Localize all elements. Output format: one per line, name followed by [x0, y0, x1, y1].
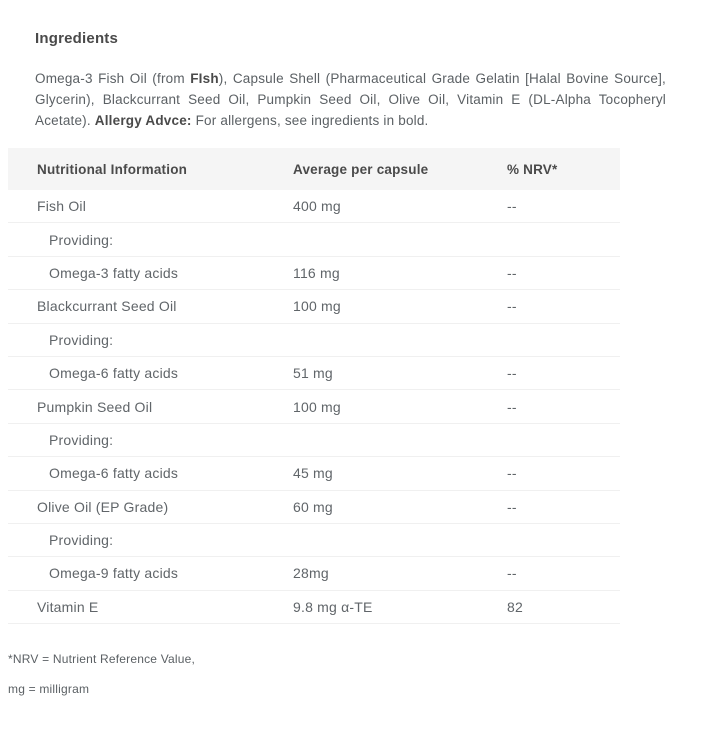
- paragraph-segment: Omega-3 Fish Oil (from: [35, 71, 191, 86]
- cell-nutrient-name: Vitamin E: [37, 598, 99, 615]
- cell-amount: 100 mg: [293, 398, 341, 415]
- table-row: [8, 491, 620, 524]
- cell-nutrient-name: Providing:: [49, 231, 114, 248]
- cell-nrv: --: [507, 298, 517, 315]
- footnote-mg: mg = milligram: [8, 682, 90, 697]
- table-row: [8, 557, 620, 590]
- cell-nrv: --: [507, 398, 517, 415]
- cell-nutrient-name: Providing:: [49, 532, 114, 549]
- cell-nutrient-name: Blackcurrant Seed Oil: [37, 298, 177, 315]
- cell-nutrient-name: Omega-9 fatty acids: [49, 565, 179, 582]
- cell-amount: 100 mg: [293, 298, 341, 315]
- table-row: [8, 524, 620, 557]
- cell-nutrient-name: Providing:: [49, 431, 114, 448]
- table-row: [8, 390, 620, 423]
- ingredients-description: [35, 68, 666, 131]
- cell-nrv: --: [507, 365, 517, 382]
- cell-nutrient-name: Omega-6 fatty acids: [49, 465, 179, 482]
- cell-nutrient-name: Omega-6 fatty acids: [49, 365, 179, 382]
- paragraph-bold-segment: FIsh: [190, 71, 219, 86]
- table-row: [8, 324, 620, 357]
- nutrition-table-body: [8, 190, 620, 624]
- cell-nutrient-name: Providing:: [49, 331, 114, 348]
- table-row: [8, 223, 620, 256]
- cell-nrv: --: [507, 264, 517, 281]
- cell-nrv: --: [507, 465, 517, 482]
- cell-amount: 116 mg: [293, 264, 340, 281]
- cell-nrv: --: [507, 498, 517, 515]
- cell-amount: 60 mg: [293, 498, 333, 515]
- footnotes: [8, 652, 707, 696]
- table-row: [8, 257, 620, 290]
- cell-nutrient-name: Omega-3 fatty acids: [49, 264, 179, 281]
- nutrition-table: [8, 148, 620, 624]
- paragraph-bold-segment: Allergy Advce:: [94, 113, 192, 128]
- cell-amount: 45 mg: [293, 465, 333, 482]
- cell-amount: 51 mg: [293, 365, 333, 382]
- cell-amount: 400 mg: [293, 198, 341, 215]
- cell-amount: 28mg: [293, 565, 329, 582]
- table-row: [8, 424, 620, 457]
- ingredients-heading: Ingredients: [35, 30, 119, 47]
- column-header-nutritional-information: Nutritional Information: [37, 161, 188, 177]
- table-row: [8, 357, 620, 390]
- footnote-nrv: *NRV = Nutrient Reference Value,: [8, 652, 196, 667]
- cell-nrv: 82: [507, 598, 523, 615]
- column-header-percent-nrv: % NRV*: [507, 161, 558, 177]
- paragraph-segment: For allergens, see ingredients in bold.: [191, 113, 429, 128]
- table-row: [8, 457, 620, 490]
- paragraph-segment: ), Capsule Shell (Pharmaceutical Grade Gelatin [Halal Bovine Source], Glycerin), Blackcurrant Seed Oil, Pumpkin Seed Oil, Olive Oil, Vitamin E (DL-Alpha Tocopheryl Acetate).: [35, 71, 666, 128]
- cell-nutrient-name: Fish Oil: [37, 198, 87, 215]
- cell-nrv: --: [507, 198, 517, 215]
- table-row: [8, 290, 620, 323]
- table-row: [8, 591, 620, 624]
- cell-nutrient-name: Pumpkin Seed Oil: [37, 398, 153, 415]
- cell-nutrient-name: Olive Oil (EP Grade): [37, 498, 169, 515]
- cell-amount: 9.8 mg α-TE: [293, 598, 373, 615]
- column-header-average-per-capsule: Average per capsule: [293, 161, 429, 177]
- table-row: [8, 190, 620, 223]
- nutrition-table-header: [8, 148, 620, 190]
- cell-nrv: --: [507, 565, 517, 582]
